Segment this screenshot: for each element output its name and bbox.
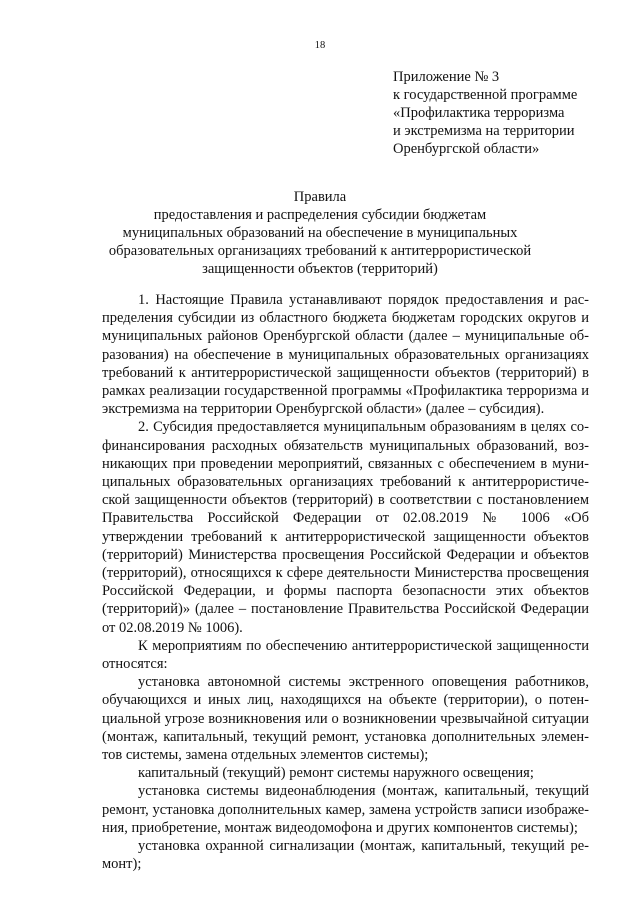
appendix-header xyxy=(393,68,633,158)
page-number: 18 xyxy=(314,40,326,51)
list-item: капитальный (текущий) ремонт системы наружного освещения; xyxy=(138,765,534,782)
appendix-line: к государственной программе xyxy=(393,87,578,103)
list-item: установка охранной сигнализации (монтаж, капитальный, текущий ремонт); xyxy=(102,838,589,873)
appendix-line: Приложение № 3 xyxy=(393,69,500,85)
title-line: муниципальных образований на обеспечение в муниципальных xyxy=(122,225,518,241)
document-title xyxy=(100,188,540,278)
appendix-line: и экстремизма на территории xyxy=(393,123,575,139)
title-line: образовательных организациях требований к антитеррористической xyxy=(108,243,532,259)
appendix-line: Оренбургской области» xyxy=(393,141,540,157)
list-item: установка системы видеонаблюдения (монтаж, капитальный, текущий ремонт, установка дополнительных камер, замена устройств записи изображения, приобретение, монтаж видеодомофона и других компонентов системы); xyxy=(102,783,589,836)
list-item: установка автономной системы экстренного оповещения работников, обучающихся и иных лиц, находящихся на объекте (территории), о потенциальной угрозе возникновения или о возникновении чрезвычайной ситуации (монтаж, капитальный, текущий ремонт, установка дополнительных элементов системы, замена отдельных элементов системы); xyxy=(102,674,589,764)
paragraph-measures-intro: К мероприятиям по обеспечению антитеррористической защищенности относятся: xyxy=(102,637,589,673)
document-body xyxy=(102,291,589,874)
paragraph-1: 1. Настоящие Правила устанавливают порядок предоставления и распределения субсидии из областного бюджета бюджетам городских округов и муниципальных районов Оренбургской области (далее – муниципальные образования) на обеспечение в муниципальных образовательных организациях требований к антитеррористической защищенности объектов (территорий) в рамках реализации государственной программы «Профилактика терроризма и экстремизма на территории Оренбургской области» (далее – субсидия). xyxy=(102,292,589,418)
appendix-line: «Профилактика терроризма xyxy=(393,105,565,121)
title-heading: Правила xyxy=(293,189,347,205)
title-line: предоставления и распределения субсидии бюджетам xyxy=(153,207,487,223)
paragraph-2: 2. Субсидия предоставляется муниципальным образованиям в целях софинансирования расходных обязательств муниципальных образований, возникающих при проведении мероприятий, связанных с обеспечением в муниципальных образовательных организациях требований к антитеррористической защищенности объектов (территорий) в соответствии с постановлением Правительства Российской Федерации от 02.08.2019 № 1006 «Об утверждении требований к антитеррористической защищенности объектов (территорий) Министерства просвещения Российской Федерации и объектов (территорий), относящихся к сфере деятельности Министерства просвещения Российской Федерации, и формы паспорта безопасности этих объектов (территорий)» (далее – постановление Правительства Российской Федерации от 02.08.2019 № 1006). xyxy=(102,419,589,636)
title-line: защищенности объектов (территорий) xyxy=(202,261,438,277)
